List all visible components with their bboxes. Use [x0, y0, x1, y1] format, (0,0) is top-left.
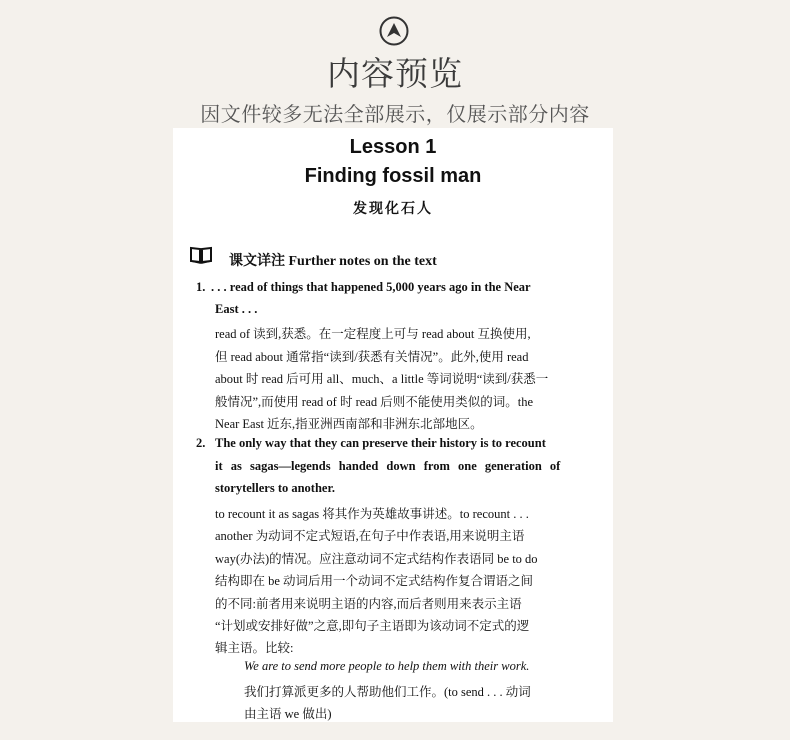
note-en-line: The only way that they can preserve their history is to recount — [215, 436, 546, 450]
lesson-subtitle: Finding fossil man — [304, 165, 482, 187]
note-cn-line: 辑主语。比较: — [215, 641, 294, 655]
note-cn-line: 结构即在 be 动词后用一个动词不定式结构作复合谓语之间 — [215, 574, 534, 588]
note-en-line: . . . read of things that happened 5,000 years ago in the Near — [211, 280, 531, 294]
note-en-line: East . . . — [215, 302, 258, 316]
note-cn-line: to recount it as sagas 将其作为英雄故事讲述。to recount . . . — [215, 507, 529, 521]
notes-heading: 课文详注 Further notes on the text — [229, 254, 437, 269]
example-cn-line: 由主语 we 做出) — [244, 707, 332, 721]
document-preview — [173, 128, 613, 722]
scroll-up-icon[interactable] — [379, 16, 409, 46]
example-cn-line: 我们打算派更多的人帮助他们工作。(to send . . . 动词 — [244, 685, 531, 699]
note-en-line: storytellers to another. — [215, 481, 335, 495]
note-cn-line: Near East 近东,指亚洲西南部和非洲东北部地区。 — [215, 417, 483, 431]
note-cn-line: 的不同:前者用来说明主语的内容,而后者则用来表示主语 — [215, 597, 522, 611]
note-cn-line: about 时 read 后可用 all、much、a little 等词说明“读到/获悉一 — [215, 372, 549, 386]
note-cn-line: 般情况”,而使用 read of 时 read 后则不能使用类似的词。the — [215, 395, 534, 409]
note-number: 1. — [196, 280, 206, 294]
page-title: 内容预览 — [327, 54, 463, 93]
lesson-title: Lesson 1 — [349, 136, 437, 158]
note-cn-line: “计划或安排好做”之意,即句子主语即为该动词不定式的逻 — [215, 619, 530, 633]
note-en-line: it as sagas—legends handed down from one generation of — [215, 459, 561, 473]
note-cn-line: way(办法)的情况。应注意动词不定式结构作表语同 be to do — [215, 552, 538, 566]
example-en-line: We are to send more people to help them with their work. — [244, 659, 530, 673]
note-cn-line: another 为动词不定式短语,在句子中作表语,用来说明主语 — [215, 529, 525, 543]
lesson-chinese-title: 发现化石人 — [353, 202, 433, 217]
note-number: 2. — [196, 436, 206, 450]
page-subtitle: 因文件较多无法全部展示，仅展示部分内容 — [200, 102, 590, 126]
note-cn-line: 但 read about 通常指“读到/获悉有关情况”。此外,使用 read — [215, 350, 529, 364]
open-book-icon — [190, 246, 212, 264]
note-cn-line: read of 读到,获悉。在一定程度上可与 read about 互换使用, — [215, 327, 531, 341]
